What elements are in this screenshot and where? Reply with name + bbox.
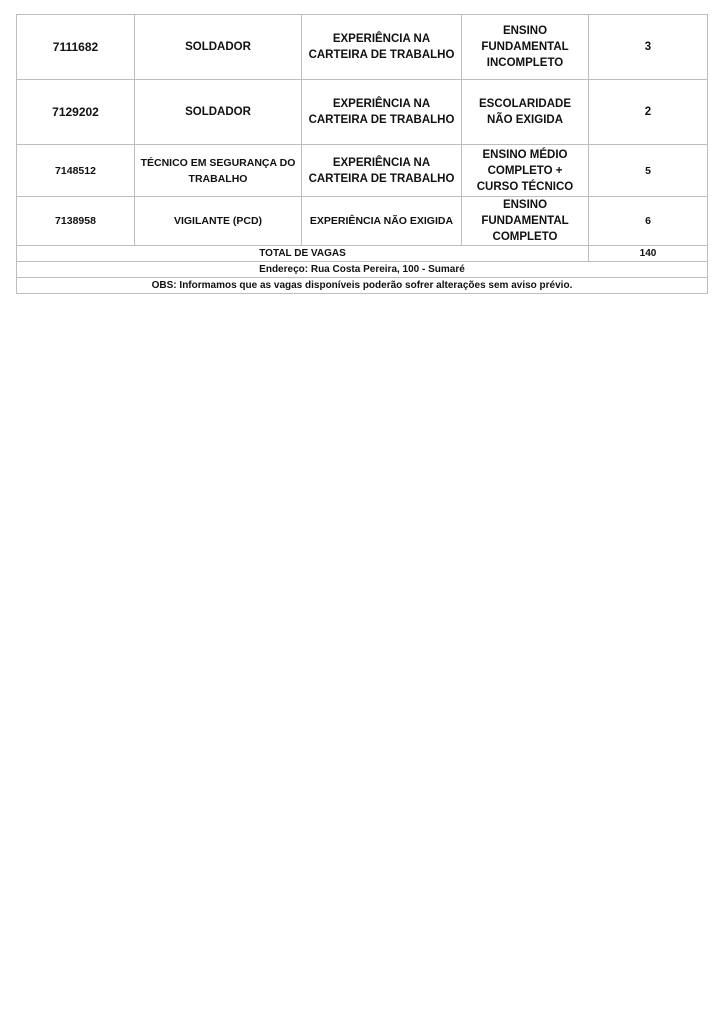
- job-title-cell: SOLDADOR: [135, 15, 302, 80]
- job-code-cell: 7111682: [17, 15, 135, 80]
- table-row: [17, 197, 708, 246]
- job-code-cell: 7148512: [17, 145, 135, 197]
- education-cell: ENSINO FUNDAMENTAL COMPLETO: [462, 197, 589, 246]
- education-cell: ENSINO MÉDIO COMPLETO + CURSO TÉCNICO: [462, 145, 589, 197]
- total-value: 140: [589, 246, 708, 262]
- job-title-cell: VIGILANTE (PCD): [135, 197, 302, 246]
- job-vacancies-sheet: [16, 14, 707, 294]
- total-row: [17, 246, 708, 262]
- vacancies-cell: 6: [589, 197, 708, 246]
- address-text: Endereço: Rua Costa Pereira, 100 - Sumaré: [17, 262, 708, 278]
- total-label: TOTAL DE VAGAS: [17, 246, 589, 262]
- table-row: [17, 145, 708, 197]
- job-title-cell: SOLDADOR: [135, 80, 302, 145]
- experience-cell: EXPERIÊNCIA NA CARTEIRA DE TRABALHO: [302, 145, 462, 197]
- table-row: [17, 15, 708, 80]
- job-vacancies-table: [16, 14, 708, 294]
- experience-cell: EXPERIÊNCIA NA CARTEIRA DE TRABALHO: [302, 15, 462, 80]
- vacancies-cell: 2: [589, 80, 708, 145]
- experience-cell: EXPERIÊNCIA NÃO EXIGIDA: [302, 197, 462, 246]
- vacancies-cell: 3: [589, 15, 708, 80]
- job-title-cell: TÉCNICO EM SEGURANÇA DO TRABALHO: [135, 145, 302, 197]
- vacancies-cell: 5: [589, 145, 708, 197]
- education-cell: ENSINO FUNDAMENTAL INCOMPLETO: [462, 15, 589, 80]
- table-row: [17, 80, 708, 145]
- education-cell: ESCOLARIDADE NÃO EXIGIDA: [462, 80, 589, 145]
- experience-cell: EXPERIÊNCIA NA CARTEIRA DE TRABALHO: [302, 80, 462, 145]
- note-text: OBS: Informamos que as vagas disponíveis poderão sofrer alterações sem aviso prévio.: [17, 278, 708, 294]
- job-code-cell: 7129202: [17, 80, 135, 145]
- address-row: [17, 262, 708, 278]
- note-row: [17, 278, 708, 294]
- job-code-cell: 7138958: [17, 197, 135, 246]
